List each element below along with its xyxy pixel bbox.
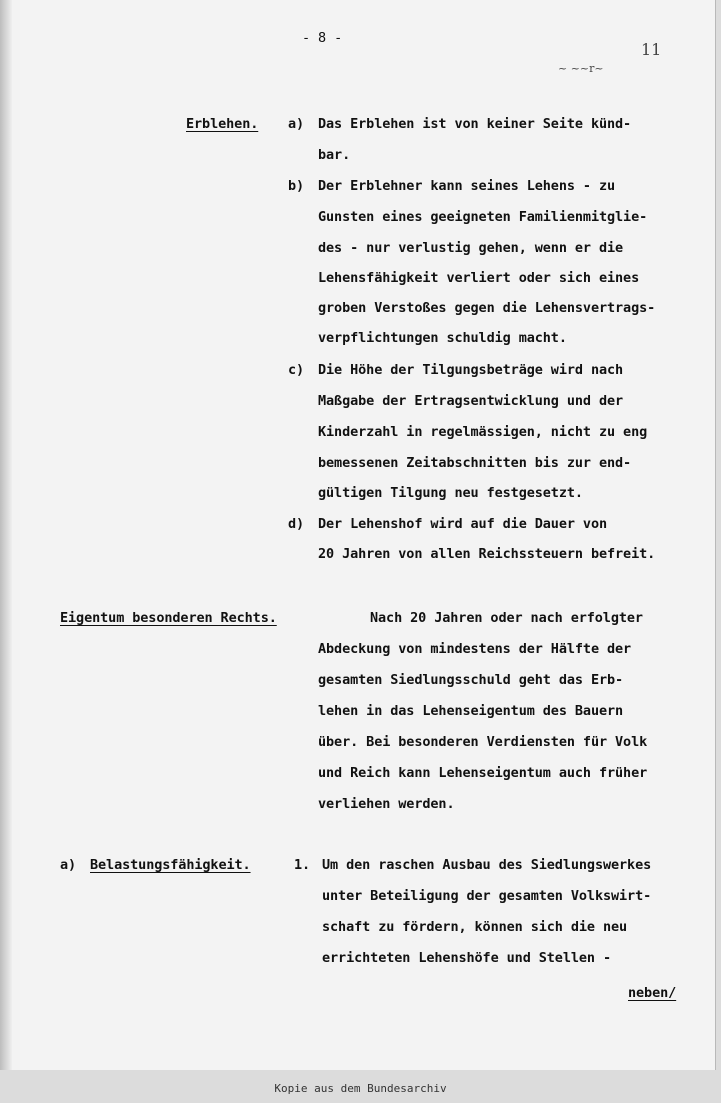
item-a-marker: a) bbox=[288, 116, 305, 132]
item-b-line: groben Verstoßes gegen die Lehensvertrags- bbox=[318, 300, 656, 316]
item-c-line: gültigen Tilgung neu festgesetzt. bbox=[318, 485, 583, 501]
item-b-marker: b) bbox=[288, 178, 305, 194]
belastung-line: schaft zu fördern, können sich die neu bbox=[322, 919, 628, 935]
item-b-line: Gunsten eines geeigneten Familienmitglie- bbox=[318, 209, 648, 225]
belastung-line: errichteten Lehenshöfe und Stellen - bbox=[322, 950, 611, 966]
page-fold-shadow bbox=[0, 0, 12, 1070]
item-a-line: bar. bbox=[318, 147, 351, 163]
heading-erblehen: Erblehen. bbox=[186, 116, 259, 132]
eigentum-line: und Reich kann Lehenseigentum auch früher bbox=[318, 765, 648, 781]
heading-belastung: Belastungsfähigkeit. bbox=[90, 857, 251, 873]
handwritten-page-number: 11 bbox=[641, 40, 662, 59]
handwritten-scribble: ~ ~~r~ bbox=[558, 62, 604, 75]
item-d-marker: d) bbox=[288, 516, 305, 532]
item-a-line: Das Erblehen ist von keiner Seite künd- bbox=[318, 116, 632, 132]
belastung-line: Um den raschen Ausbau des Siedlungswerkes bbox=[322, 857, 652, 873]
item-c-line: Kinderzahl in regelmässigen, nicht zu eng bbox=[318, 424, 648, 440]
item-b-line: verpflichtungen schuldig macht. bbox=[318, 330, 567, 346]
item-b-line: Der Erblehner kann seines Lehens - zu bbox=[318, 178, 616, 194]
eigentum-line: gesamten Siedlungsschuld geht das Erb- bbox=[318, 672, 624, 688]
item-d-line: 20 Jahren von allen Reichssteuern befreit. bbox=[318, 546, 656, 562]
item-c-line: Die Höhe der Tilgungsbeträge wird nach bbox=[318, 362, 624, 378]
eigentum-line: Abdeckung von mindestens der Hälfte der bbox=[318, 641, 632, 657]
eigentum-line: lehen in das Lehenseigentum des Bauern bbox=[318, 703, 624, 719]
archive-footer: Kopie aus dem Bundesarchiv bbox=[274, 1082, 447, 1095]
belastung-marker: 1. bbox=[294, 857, 311, 873]
continuation-word: neben/ bbox=[628, 985, 677, 1001]
item-c-line: bemessenen Zeitabschnitten bis zur end- bbox=[318, 455, 632, 471]
item-c-marker: c) bbox=[288, 362, 305, 378]
item-b-line: Lehensfähigkeit verliert oder sich eines bbox=[318, 270, 640, 286]
heading-eigentum: Eigentum besonderen Rechts. bbox=[60, 610, 277, 626]
belastung-prefix: a) bbox=[60, 857, 77, 873]
page-number: - 8 - bbox=[302, 30, 343, 46]
eigentum-line: über. Bei besonderen Verdiensten für Volk bbox=[318, 734, 648, 750]
eigentum-line: verliehen werden. bbox=[318, 796, 455, 812]
belastung-line: unter Beteiligung der gesamten Volkswirt- bbox=[322, 888, 652, 904]
item-b-line: des - nur verlustig gehen, wenn er die bbox=[318, 240, 624, 256]
item-c-line: Maßgabe der Ertragsentwicklung und der bbox=[318, 393, 624, 409]
eigentum-line: Nach 20 Jahren oder nach erfolgter bbox=[370, 610, 643, 626]
item-d-line: Der Lehenshof wird auf die Dauer von bbox=[318, 516, 607, 532]
